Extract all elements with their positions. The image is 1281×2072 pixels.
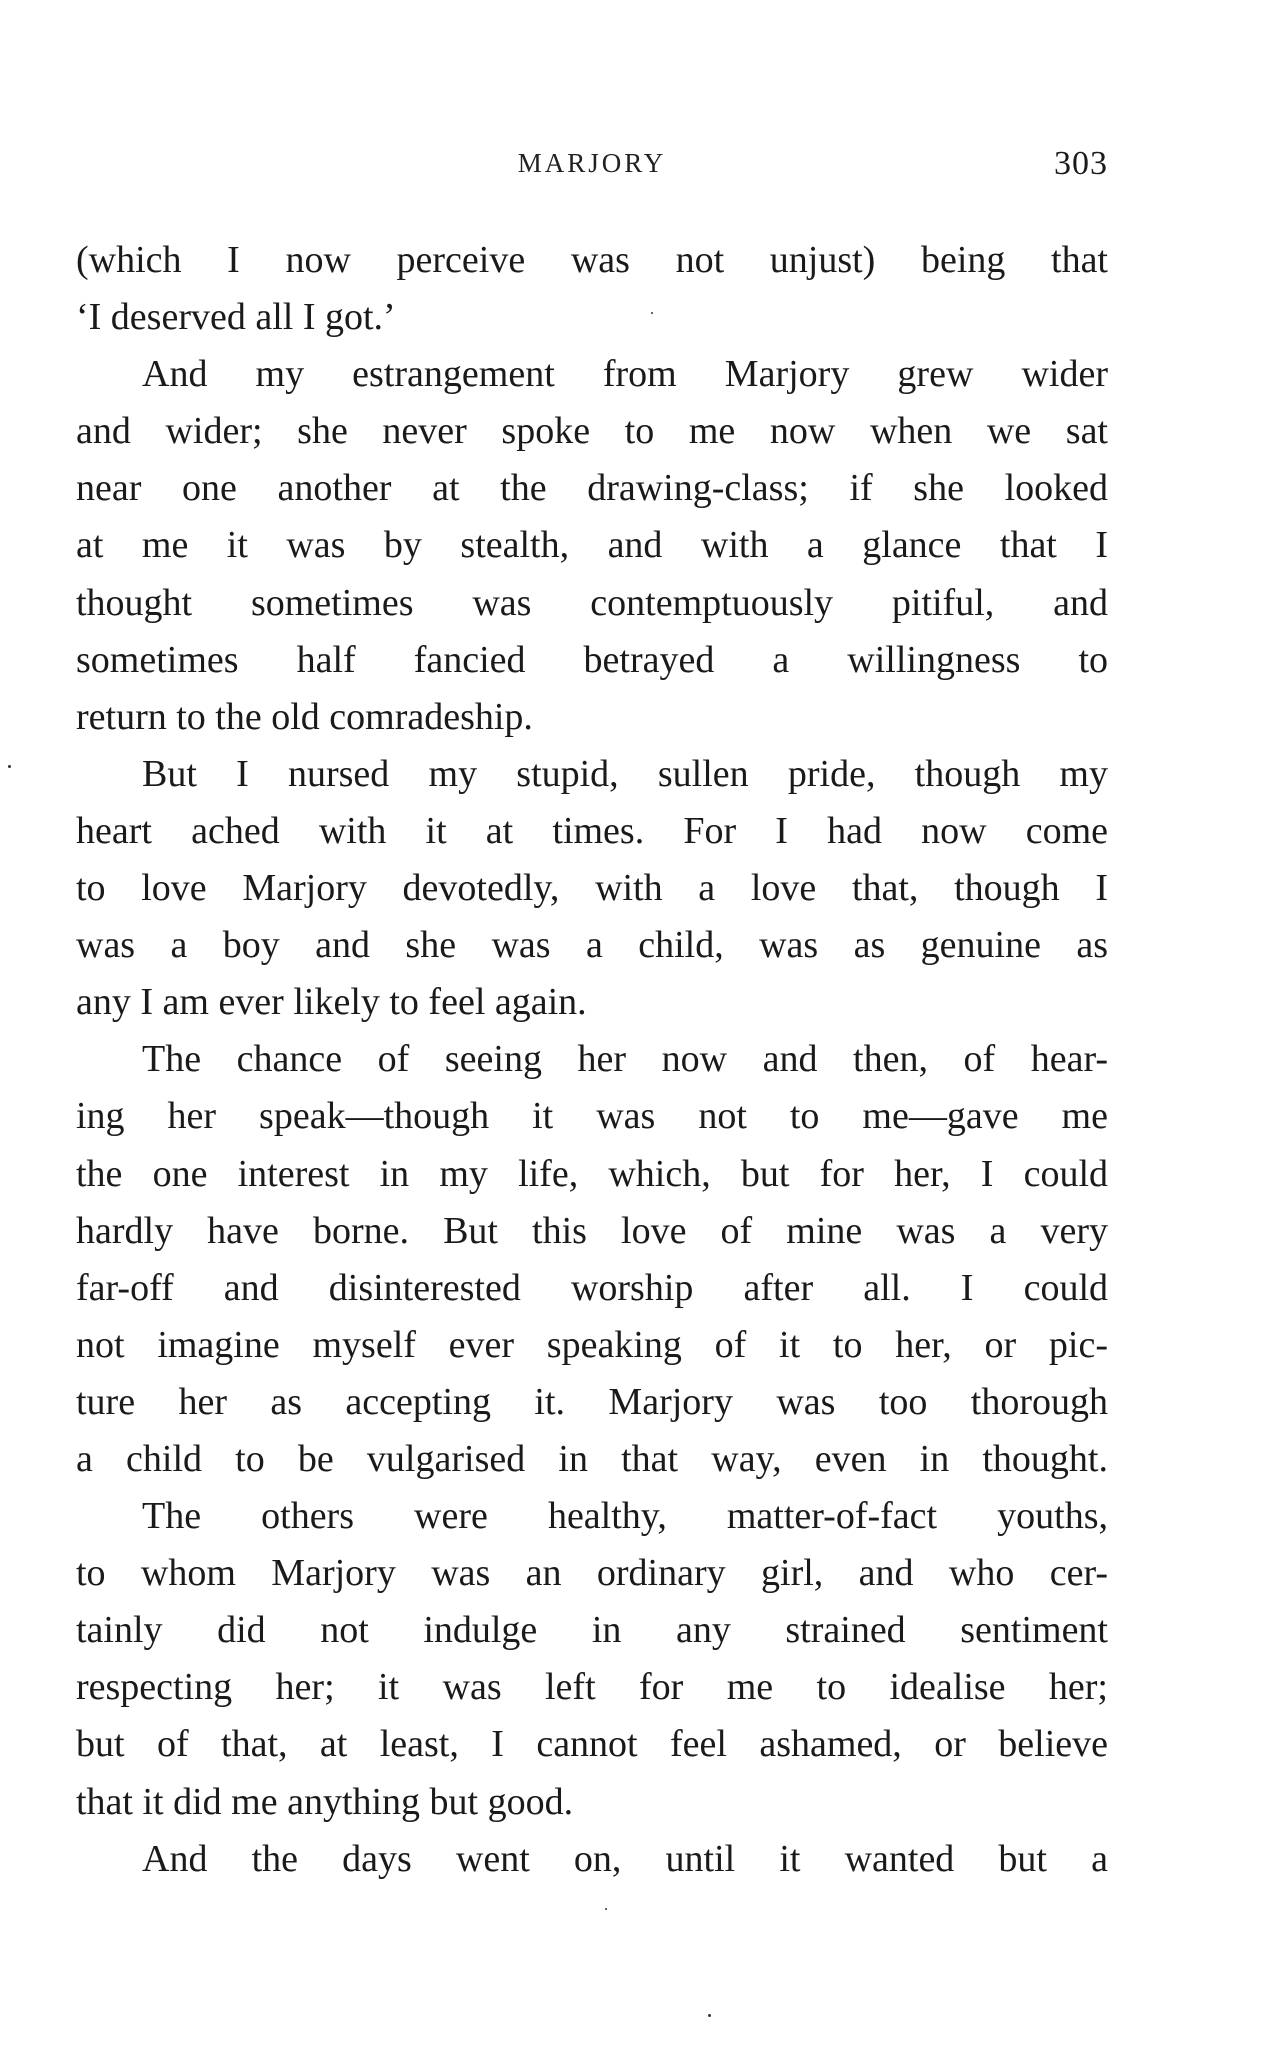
text-line: at me it was by stealth, and with a glance that I xyxy=(76,524,1108,567)
text-line: not imagine myself ever speaking of it to her, or pic- xyxy=(76,1323,1108,1366)
text-line: far-off and disinterested worship after all. I could xyxy=(76,1266,1108,1309)
body-text xyxy=(76,232,1108,1888)
text-line: the one interest in my life, which, but for her, I could xyxy=(76,1152,1108,1195)
text-line: ture her as accepting it. Marjory was too thorough xyxy=(76,1380,1108,1423)
text-line: sometimes half fancied betrayed a willingness to xyxy=(76,638,1108,681)
text-line: but of that, at least, I cannot feel ashamed, or believe xyxy=(76,1723,1108,1766)
text-line: was a boy and she was a child, was as genuine as xyxy=(76,924,1108,967)
page-number: 303 xyxy=(1054,145,1108,182)
text-line: And my estrangement from Marjory grew wider xyxy=(142,353,1108,396)
text-line: (which I now perceive was not unjust) being that xyxy=(76,239,1108,281)
text-line: a child to be vulgarised in that way, even in thought. xyxy=(76,1437,1108,1480)
running-head xyxy=(76,145,1108,188)
text-line: thought sometimes was contemptuously pitiful, and xyxy=(76,581,1108,624)
text-line: ‘I deserved all I got.’ xyxy=(76,296,396,339)
text-line: that it did me anything but good. xyxy=(76,1780,574,1823)
text-line: But I nursed my stupid, sullen pride, though my xyxy=(142,752,1108,795)
text-line: The others were healthy, matter-of-fact youths, xyxy=(142,1495,1108,1538)
text-line: hardly have borne. But this love of mine was a very xyxy=(76,1209,1108,1252)
text-line: tainly did not indulge in any strained sentiment xyxy=(76,1609,1108,1652)
text-line: any I am ever likely to feel again. xyxy=(76,981,587,1024)
text-line: return to the old comradeship. xyxy=(76,695,533,738)
paper-speck xyxy=(8,765,11,768)
text-line: respecting her; it was left for me to idealise her; xyxy=(76,1666,1108,1709)
text-line: And the days went on, until it wanted but a xyxy=(142,1837,1108,1880)
text-line: The chance of seeing her now and then, of hear- xyxy=(142,1038,1108,1081)
text-line: ing her speak—though it was not to me—gave me xyxy=(76,1095,1108,1138)
text-line: to love Marjory devotedly, with a love that, though I xyxy=(76,867,1108,910)
paper-speck xyxy=(605,1908,607,1910)
text-line: to whom Marjory was an ordinary girl, and who cer- xyxy=(76,1552,1108,1595)
paper-speck xyxy=(651,312,653,314)
running-title: MARJORY xyxy=(517,148,667,178)
text-line: heart ached with it at times. For I had now come xyxy=(76,809,1108,852)
text-line: and wider; she never spoke to me now when we sat xyxy=(76,410,1108,453)
text-line: near one another at the drawing-class; if she looked xyxy=(76,467,1108,510)
paper-speck xyxy=(708,2014,711,2017)
